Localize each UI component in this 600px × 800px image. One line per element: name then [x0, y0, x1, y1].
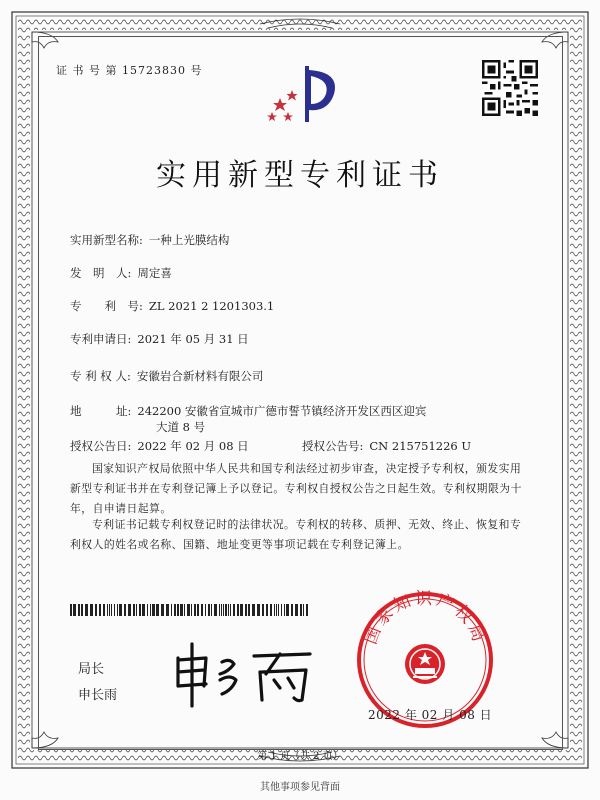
page-title: 实用新型专利证书	[156, 158, 444, 193]
field-value: 一种上光膜结构	[148, 233, 230, 247]
field-grant-date	[70, 438, 249, 454]
handwritten-signature	[170, 640, 320, 710]
qr-code-icon	[482, 60, 538, 116]
field-address	[70, 403, 426, 419]
field-value: 2021 年 05 月 31 日	[137, 332, 249, 346]
field-patentee	[70, 368, 263, 384]
field-label: 授权公告号:	[302, 439, 364, 453]
field-label: 地 址:	[70, 404, 132, 418]
field-label: 实用新型名称:	[70, 233, 143, 247]
field-value: 2022 年 02 月 08 日	[137, 439, 249, 453]
footer-note: 其他事项参见背面	[260, 782, 340, 793]
barcode-icon	[70, 604, 310, 616]
svg-text:国家知识产权局: 国家知识产权局	[360, 590, 490, 648]
field-utility-model-name	[70, 232, 229, 248]
signatory-name: 申长雨	[78, 688, 118, 703]
legal-status-paragraph: 专利证书记载专利权登记时的法律状况。专利权的转移、质押、无效、终止、恢复和专利权人的姓名或名称、国籍、地址变更等事项记载在专利登记簿上。	[70, 518, 522, 551]
field-value: 安徽岩合新材料有限公司	[136, 369, 264, 383]
field-value: ZL 2021 2 1201303.1	[148, 299, 275, 313]
cnipa-logo-icon	[262, 60, 342, 130]
signatory-title: 局长	[78, 662, 105, 677]
field-value: 242200 安徽省宣城市广德市誓节镇经济开发区西区迎宾	[137, 404, 427, 418]
field-value: CN 215751226 U	[369, 439, 472, 453]
field-patent-number	[70, 298, 274, 314]
national-emblem-icon	[405, 644, 445, 684]
field-label: 发 明 人:	[70, 266, 132, 280]
certificate-number: 证 书 号 第 15723830 号	[56, 64, 203, 77]
field-label: 授权公告日:	[70, 439, 132, 453]
field-label: 专 利 权 人:	[70, 369, 131, 383]
grant-statement-paragraph: 国家知识产权局依照中华人民共和国专利法经过初步审查，决定授予专利权，颁发实用新型专利证书并在专利登记簿上予以登记。专利权自授权公告之日起生效。专利权期限为十年，自申请日起算。	[70, 462, 522, 515]
field-inventor	[70, 265, 172, 281]
field-value: 周定喜	[137, 266, 172, 280]
field-filing-date	[70, 331, 249, 347]
page-number: 第 1 页（共 2 页）	[257, 751, 343, 762]
seal-date: 2022 年 02 月 08 日	[368, 708, 493, 722]
field-grant-number	[302, 438, 471, 454]
address-line-2: 大道 8 号	[156, 420, 206, 434]
field-label: 专 利 号:	[70, 299, 143, 313]
field-label: 专利申请日:	[70, 332, 132, 346]
